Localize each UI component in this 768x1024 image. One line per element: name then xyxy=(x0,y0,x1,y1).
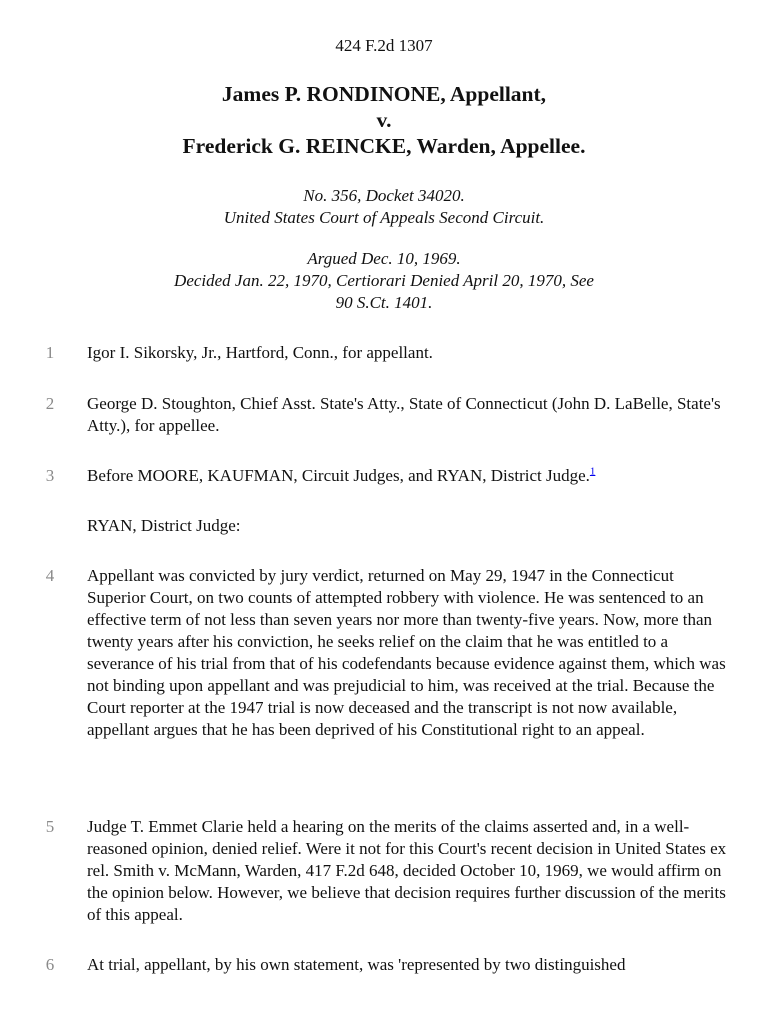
paragraph-text xyxy=(87,465,727,487)
paragraph-text: Igor I. Sikorsky, Jr., Hartford, Conn., for appellant. xyxy=(87,343,433,362)
case-title-appellee: Frederick G. REINCKE, Warden, Appellee. xyxy=(182,134,586,158)
paragraph-number: 4 xyxy=(45,566,55,585)
case-title xyxy=(0,81,768,159)
decided-date: Decided Jan. 22, 1970, Certiorari Denied April 20, 1970, See xyxy=(174,271,594,290)
paragraph-text: Appellant was convicted by jury verdict, returned on May 29, 1947 in the Connecticut Superior Court, on two counts of attempted robbery with violence. He was sentenced to an effective term of not less than seven years nor more than twenty-five years. Now, more than twenty years after his conviction, he seeks relief on the claim that he was entitled to a severance of his trial from that of his codefendants because evidence against them, which was not binding upon appellant and was prejudicial to him, was received at the trial. Because the Court reporter at the 1947 trial is now deceased and the transcript is not now available, appellant argues that he has been deprived of his Constitutional right to an appeal. xyxy=(87,566,726,739)
paragraph-text: At trial, appellant, by his own statement, was 'represented by two distinguished xyxy=(87,955,626,974)
paragraph-number: 2 xyxy=(45,394,55,413)
date-info xyxy=(0,248,768,314)
opinion-author: RYAN, District Judge: xyxy=(87,516,241,535)
paragraph-text-body: Before MOORE, KAUFMAN, Circuit Judges, and RYAN, District Judge. xyxy=(87,466,590,485)
paragraph-text: Judge T. Emmet Clarie held a hearing on the merits of the claims asserted and, in a well-reasoned opinion, denied relief. Were it not for this Court's recent decision in United States ex rel. Smith v. McMann, Warden, 417 F.2d 648, decided October 10, 1969, we would affirm on the opinion below. However, we believe that decision requires further discussion of the merits of this appeal. xyxy=(87,817,727,924)
case-title-appellant: James P. RONDINONE, Appellant, xyxy=(221,82,547,106)
court-info xyxy=(0,185,768,229)
footnote-link[interactable]: 1 xyxy=(589,465,596,478)
case-title-versus: v. xyxy=(376,108,392,132)
court-name: United States Court of Appeals Second Circuit. xyxy=(223,208,545,227)
docket-number: No. 356, Docket 34020. xyxy=(303,186,465,205)
certiorari-citation: 90 S.Ct. 1401. xyxy=(335,293,433,312)
paragraph-number: 5 xyxy=(45,817,55,836)
paragraph-number: 6 xyxy=(45,955,55,974)
paragraph-number: 3 xyxy=(45,466,55,485)
paragraph-text: George D. Stoughton, Chief Asst. State's Atty., State of Connecticut (John D. LaBelle, State's Atty.), for appellee. xyxy=(87,394,721,435)
paragraph-number: 1 xyxy=(45,343,55,362)
footnote-ref xyxy=(590,465,596,477)
case-citation: 424 F.2d 1307 xyxy=(335,36,433,55)
argued-date: Argued Dec. 10, 1969. xyxy=(307,249,461,268)
